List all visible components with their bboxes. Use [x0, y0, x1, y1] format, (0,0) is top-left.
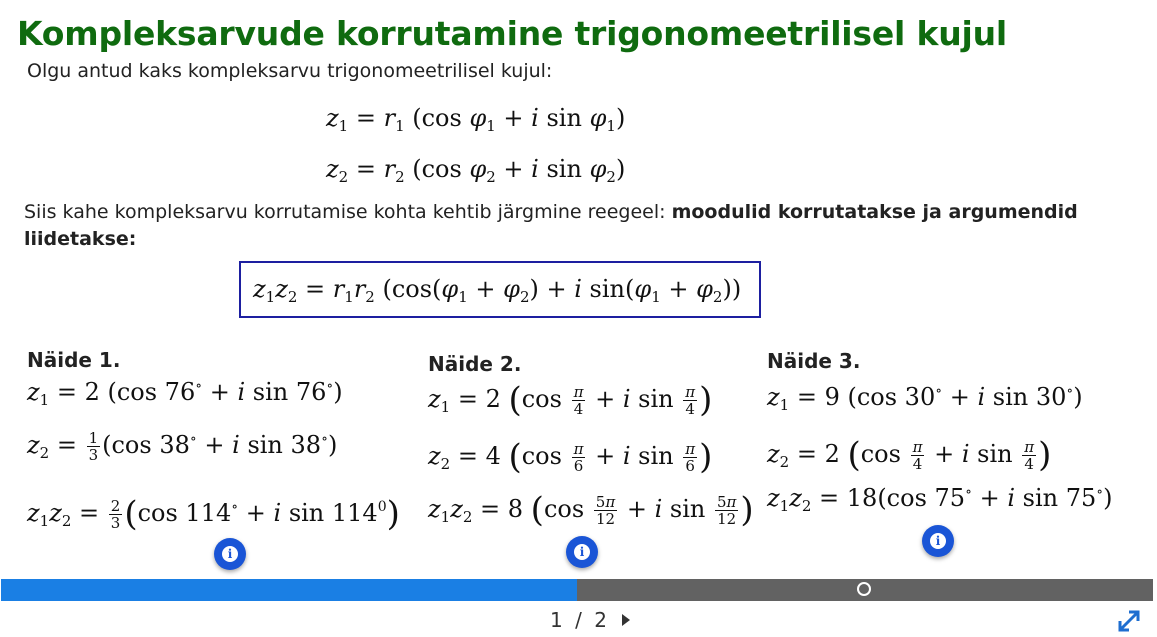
product-formula: $z_1z_2 = r_1r_2$ ($\cos(\varphi_1 + \varphi_2) + i$ $\sin(\varphi_1 + \varphi_2)$) [253, 275, 742, 306]
page-title: Kompleksarvude korrutamine trigonomeetrilisel kujul [17, 14, 1007, 53]
example-2-title: Näide 2. [428, 352, 522, 376]
product-formula-box [239, 261, 761, 318]
pager-total: 2 [594, 608, 607, 632]
fullscreen-icon[interactable] [1116, 608, 1142, 634]
formula-z1: $z_1 = r_1$ (cos $\varphi_1 + i$ $\sin \varphi_1$) [326, 104, 626, 135]
rule-text-bold: moodulid korrutatakse ja argumendid liidetakse: [24, 201, 1078, 250]
pager-current: 1 [550, 608, 563, 632]
example-1-z1: $z_1 = 2$ (cos 76∘ + i sin 76∘) [27, 378, 343, 409]
example-2-z2: $z_2 = 4$ (cos $\frac{\pi}{6}$ + i sin $\frac{\pi}{6}$ ) [428, 437, 713, 477]
info-glyph: i [930, 533, 946, 549]
intro-text: Olgu antud kaks kompleksarvu trigonomeetrilisel kujul: [27, 60, 553, 82]
progress-fill [1, 579, 577, 601]
rule-text-plain: Siis kahe kompleksarvu korrutamise kohta kehtib järgmine reegeel: [24, 201, 666, 223]
pager-separator: / [575, 608, 582, 632]
example-3-z1: $z_1 = 9$ (cos 30∘ + i sin 30∘) [767, 383, 1083, 414]
example-1-product: $z_1z_2$ = $\frac{2}{3}$ (cos 114∘ + i $\sin 114^0$) [27, 494, 400, 534]
example-3-title: Näide 3. [767, 349, 861, 373]
example-2-product: $z_1z_2 = 8$ (cos $\frac{5\pi}{12}$ + i sin $\frac{5\pi}{12}$ ) [428, 490, 754, 530]
slide-progress-bar[interactable] [1, 579, 1153, 601]
info-glyph: i [574, 544, 590, 560]
info-icon[interactable] [566, 536, 598, 568]
example-2-z1: $z_1 = 2$ (cos $\frac{\pi}{4}$ + i sin $\frac{\pi}{4}$ ) [428, 380, 713, 420]
example-3-product: $z_1z_2 = 18(\cos$ 75∘ + i sin 75∘) [767, 484, 1113, 515]
pager [550, 608, 607, 632]
rule-text [24, 199, 1114, 253]
example-1-z2: $z_2$ = $\frac{1}{3}$ (cos 38∘ + i sin 38∘) [27, 429, 338, 464]
example-3-z2: $z_2 = 2$ (cos $\frac{\pi}{4}$ + i sin $\frac{\pi}{4}$ ) [767, 435, 1052, 475]
example-1-title: Näide 1. [27, 348, 121, 372]
progress-handle[interactable] [857, 582, 871, 596]
info-icon[interactable] [922, 525, 954, 557]
next-slide-icon[interactable] [622, 614, 630, 626]
formula-z2: $z_2 = r_2$ (cos $\varphi_2 + i$ $\sin \varphi_2$) [326, 155, 626, 186]
info-icon[interactable] [214, 538, 246, 570]
info-glyph: i [222, 546, 238, 562]
